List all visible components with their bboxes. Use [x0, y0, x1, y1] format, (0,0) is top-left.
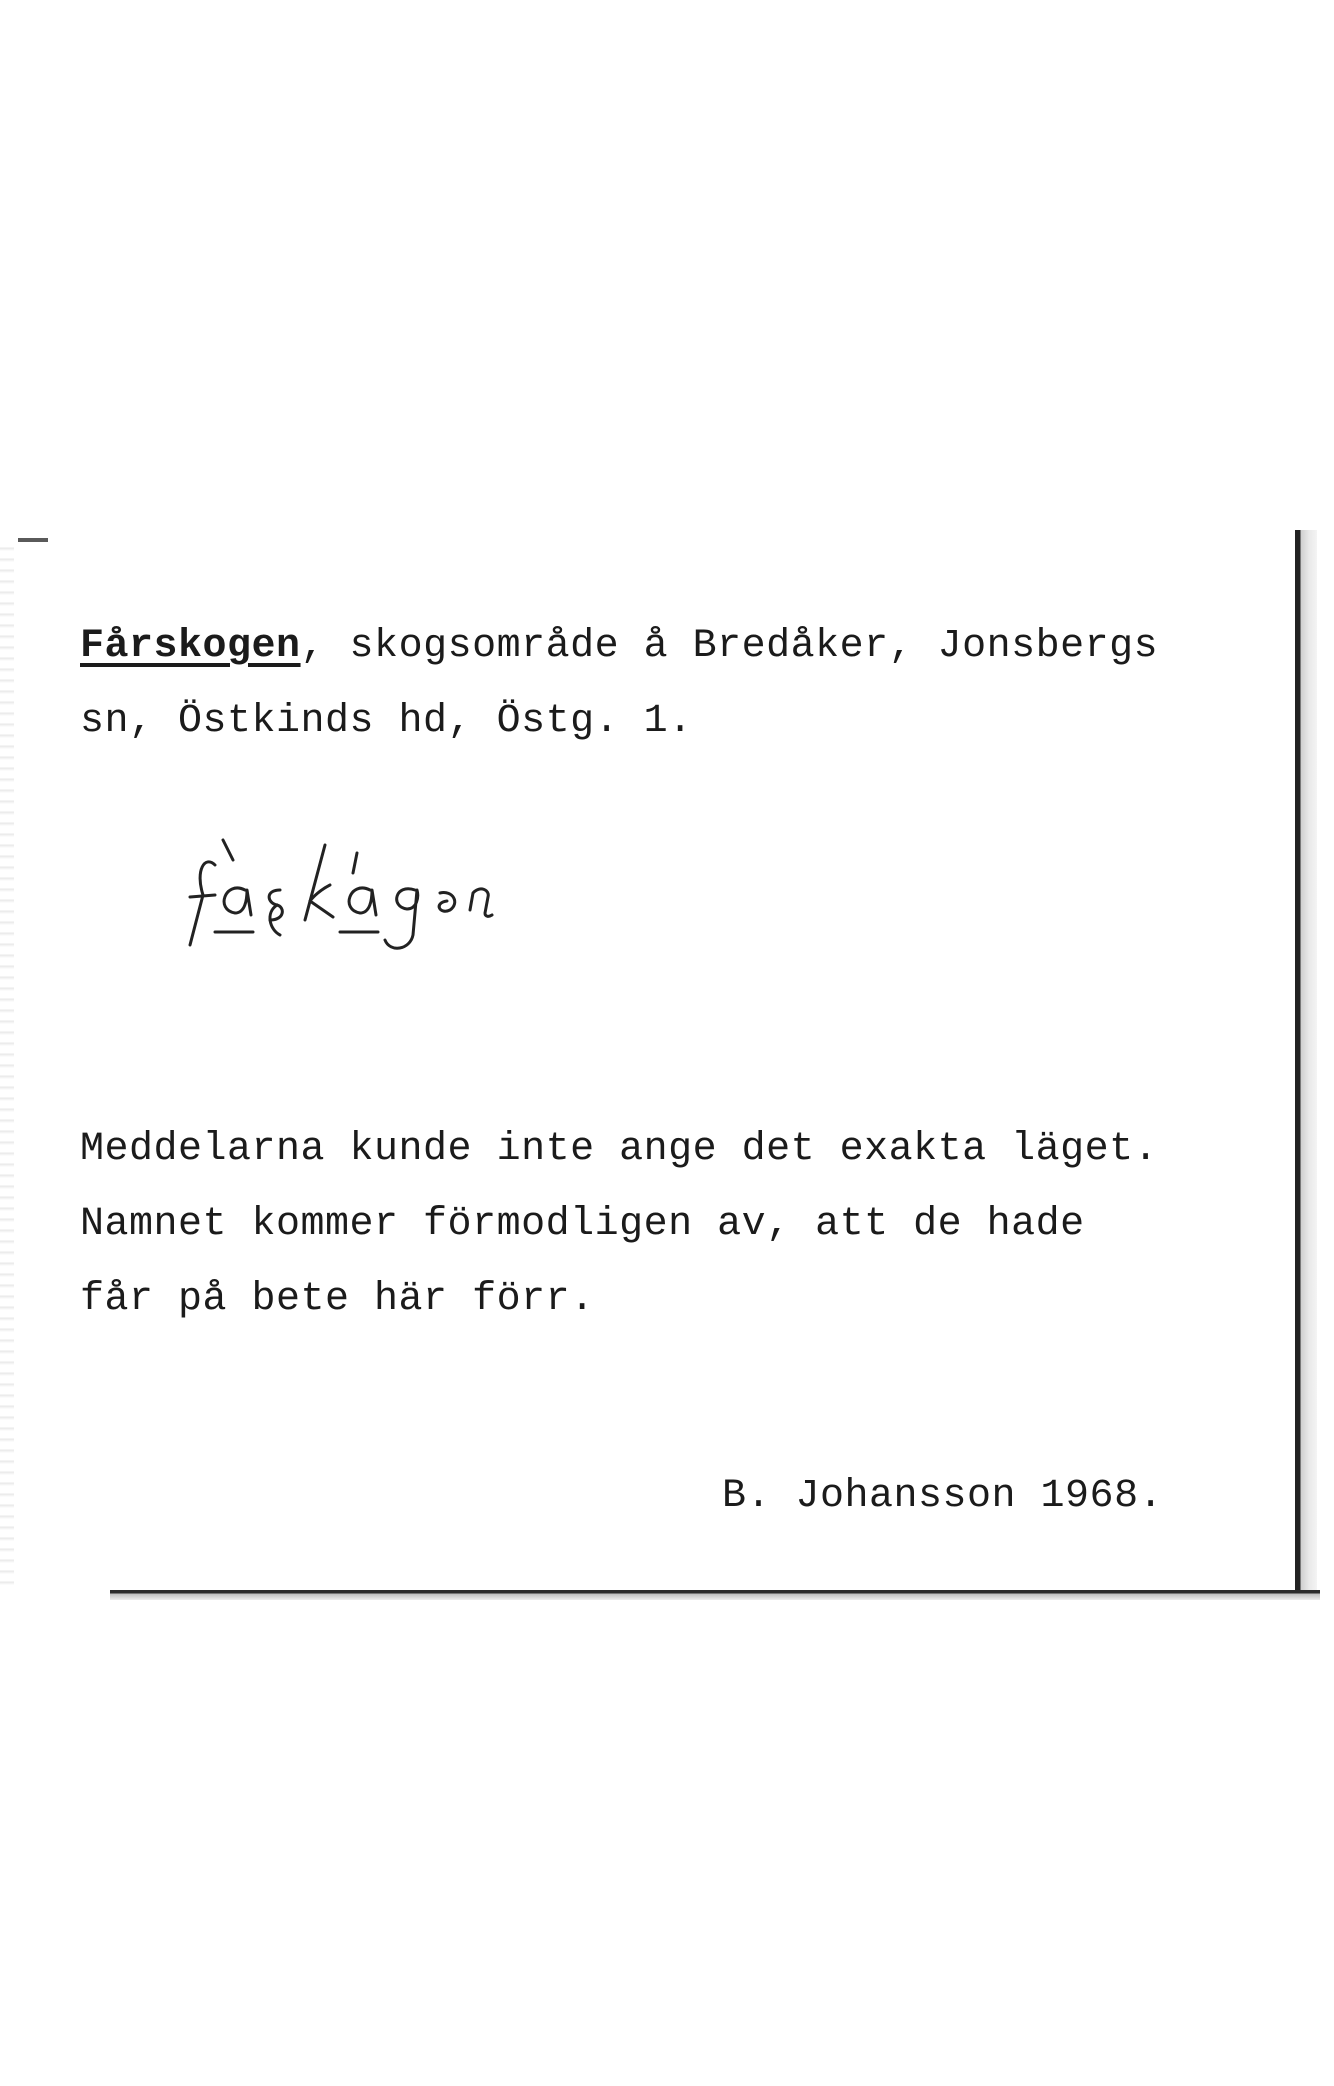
- card-bottom-edge: [110, 1590, 1320, 1600]
- archive-card: [0, 540, 1310, 1590]
- card-corner-mark: [18, 538, 48, 542]
- body-line-3: får på bete här förr.: [80, 1277, 595, 1322]
- entry-line-2: sn, Östkinds hd, Östg. 1.: [80, 699, 693, 744]
- headword: Fårskogen: [80, 624, 301, 669]
- body-line-1: Meddelarna kunde inte ange det exakta läget.: [80, 1127, 1159, 1172]
- entry-line-1: [80, 624, 1159, 669]
- card-left-edge: [0, 540, 14, 1590]
- entry-description: , skogsområde å Bredåker, Jonsbergs: [300, 624, 1159, 669]
- card-right-edge: [1295, 530, 1317, 1600]
- body-line-2: Namnet kommer förmodligen av, att de hade: [80, 1202, 1085, 1247]
- phonetic-transcription-handwritten: [185, 835, 585, 965]
- signature: B. Johansson 1968.: [722, 1474, 1164, 1519]
